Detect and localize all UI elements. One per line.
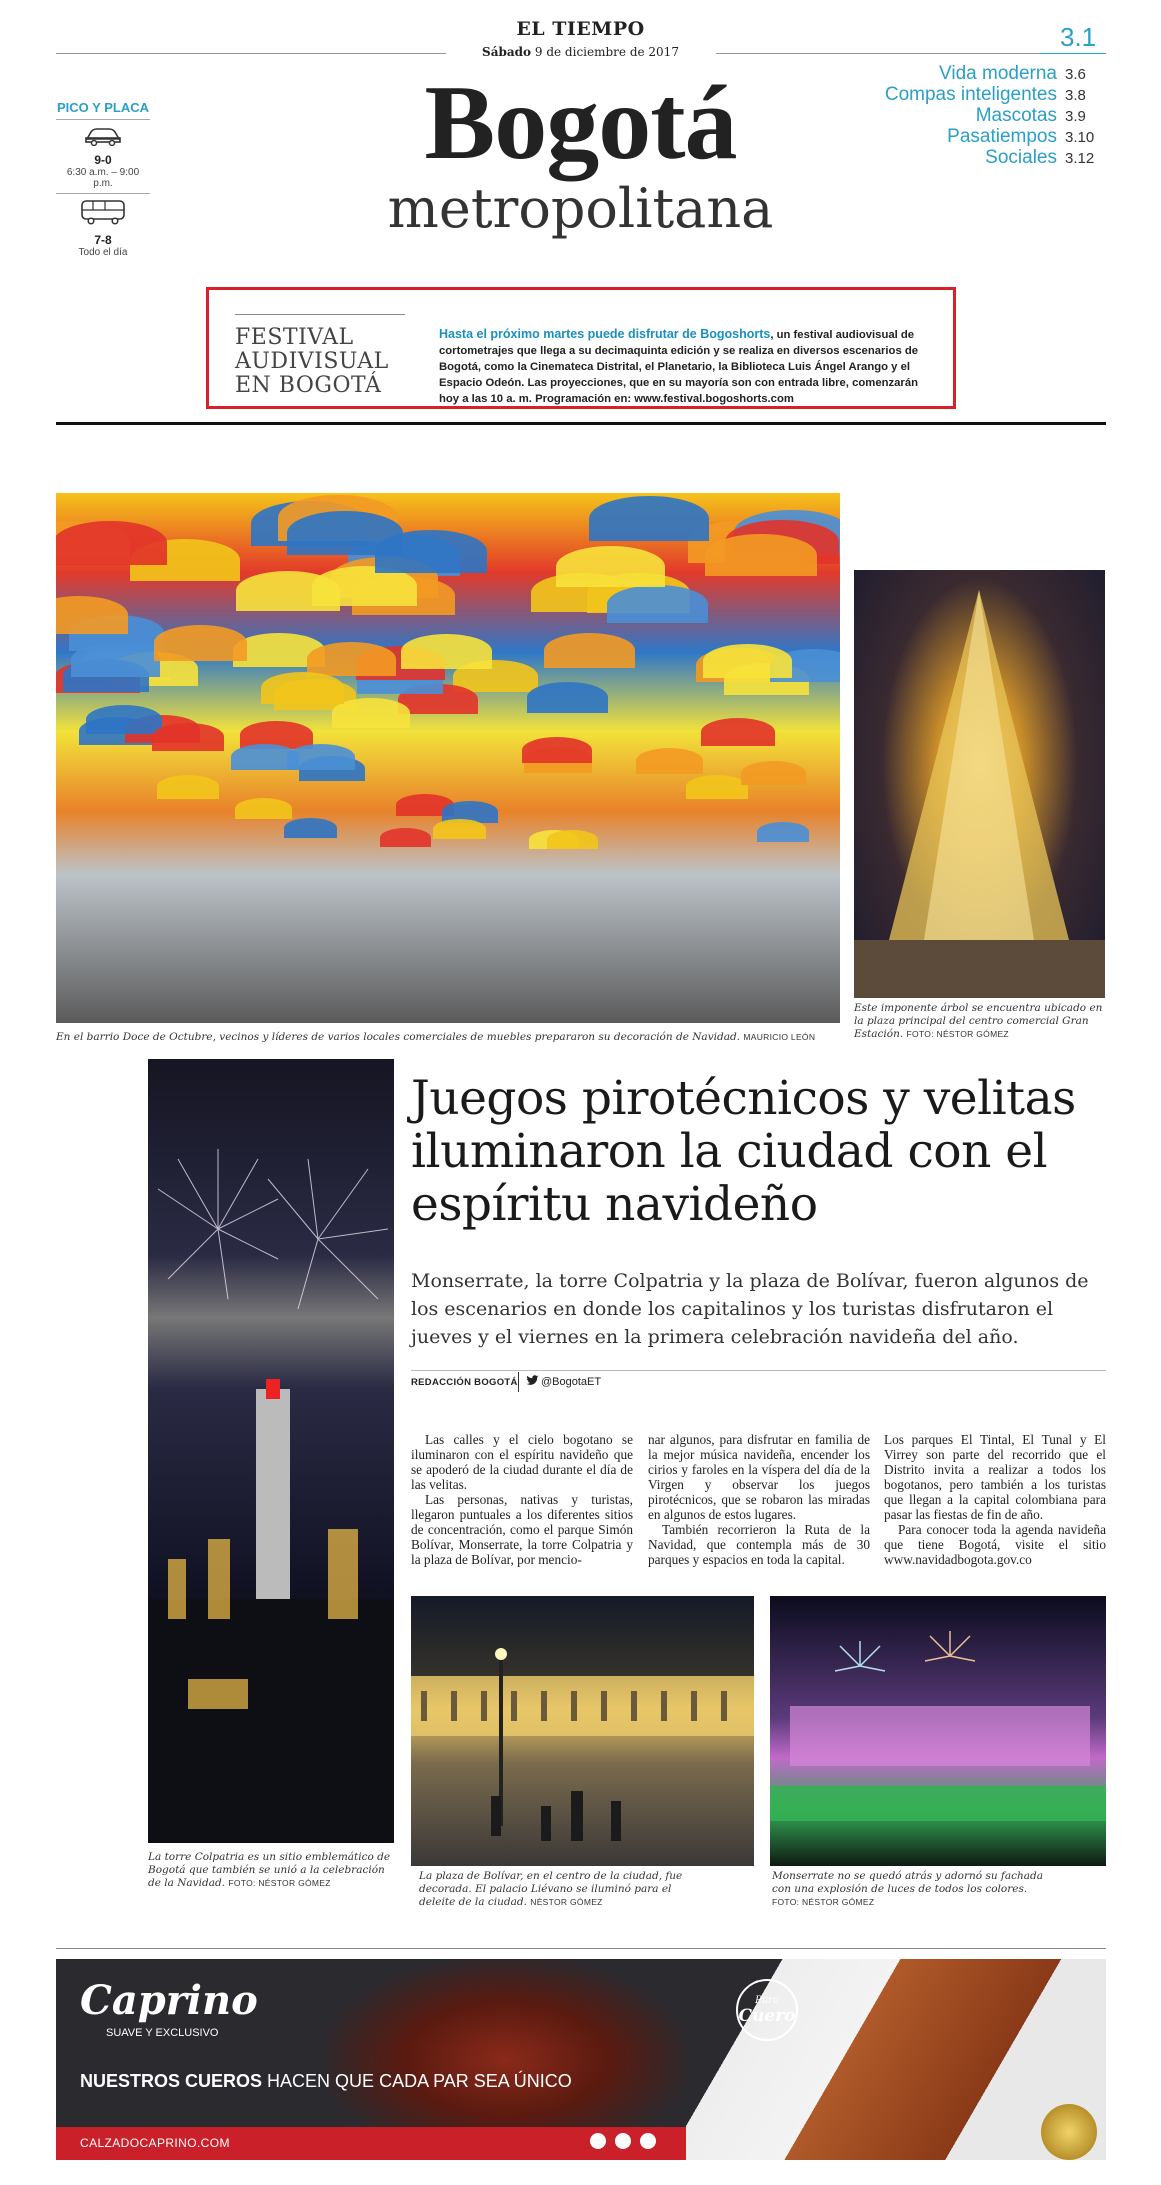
umbrella-shape [235, 798, 292, 820]
caption-tree: Este imponente árbol se encuentra ubicado en la plaza principal del centro comercial Gran Estación. FOTO: NÉSTOR GÓMEZ [854, 1002, 1103, 1040]
umbrella-shape [757, 822, 809, 842]
umbrella-shape [236, 571, 340, 610]
umbrella-shape [527, 682, 608, 713]
date-day: Sábado [482, 45, 532, 59]
umbrella-shape [589, 496, 708, 541]
umbrella-shape [157, 775, 219, 799]
newspaper-name: EL TIEMPO [516, 18, 645, 40]
instagram-icon[interactable] [615, 2133, 631, 2149]
umbrella-shape [307, 642, 396, 676]
ad-separator-rule [56, 1948, 1106, 1949]
caption-fireworks: La torre Colpatria es un sitio emblemático de Bogotá que también se unió a la celebración de la Navidad. FOTO: NÉSTOR GÓMEZ [148, 1851, 391, 1889]
article-column-2: nar algunos, para disfrutar en familia de la mejor música navideña, encender los cirios y faroles en la víspera del día de la Virgen y observar los juegos pirotécnicos, que se robaron las miradas en algunos de estos lugares. También recorrieron la Ruta de la Navidad, que contempla más de 30 parques y espacios en toda la capital. [648, 1432, 870, 1567]
ad-tagline: SUAVE Y EXCLUSIVO [106, 2027, 219, 2039]
index-item[interactable]: Compas inteligentes 3.8 [884, 84, 1086, 105]
main-rule [56, 422, 1106, 425]
index-item[interactable]: Mascotas 3.9 [975, 105, 1086, 126]
umbrella-shape [71, 643, 160, 677]
article-byline: REDACCIÓN BOGOTÁ [411, 1377, 518, 1388]
ad-social-icons [586, 2133, 656, 2153]
page-number-rule [1040, 53, 1106, 54]
caption-plaza: La plaza de Bolívar, en el centro de la ciudad, fue decorada. El palacio Liévano se iluminó para el deleite de la ciudad. NÉSTOR GÓMEZ [419, 1870, 683, 1908]
section-subtitle: metropolitana [387, 177, 774, 240]
umbrella-shape [544, 633, 635, 668]
umbrella-shape [261, 672, 344, 704]
umbrella-shape [401, 634, 492, 669]
article-column-1: Las calles y el cielo bogotano se iluminaron con el espíritu navideño que se apoderó de la ciudad durante el día de las velitas. Las personas, nativas y turistas, llegaron puntuales a los diferentes sitios de concentración, como el parque Simón Bolívar, Monserrate, la torre Colpatria y la plaza de Bolívar, por mencio- [411, 1432, 633, 1567]
issue-date [0, 45, 1161, 59]
car-icon [83, 124, 123, 146]
article-headline: Juegos pirotécnicos y velitas iluminaron la ciudad con el espíritu navideño [411, 1071, 1076, 1232]
photo-fireworks-colpatria [148, 1059, 394, 1843]
umbrella-shape [547, 830, 598, 849]
byline-rule [411, 1370, 1106, 1371]
umbrella-shape [522, 737, 592, 764]
umbrella-shape [56, 596, 128, 634]
umbrella-shape [152, 723, 225, 751]
festival-name: FESTIVAL AUDIVISUAL EN BOGOTÁ [235, 325, 389, 398]
umbrella-shape [284, 818, 337, 838]
photo-palacio-lievano [770, 1596, 1106, 1866]
festival-box [206, 287, 956, 409]
ad-brand-medallion [1041, 2104, 1097, 2160]
section-title: Bogotá [424, 64, 737, 181]
ad-brand-logo: Caprino [80, 1977, 258, 2024]
photo-plaza-bolivar [411, 1596, 754, 1866]
caption-palace: Monserrate no se quedó atrás y adornó su fachada con una explosión de luces de todos los colores. FOTO: NÉSTOR GÓMEZ [772, 1870, 1043, 1907]
photo-umbrellas [56, 493, 840, 1023]
ad-slogan: NUESTROS CUEROS HACEN QUE CADA PAR SEA ÚNICO [80, 2071, 572, 2091]
bus-icon [79, 198, 127, 226]
umbrella-shape [86, 705, 162, 734]
twitter-icon [526, 1375, 539, 1386]
umbrella-shape [433, 819, 486, 839]
caption-umbrellas: En el barrio Doce de Octubre, vecinos y líderes de varios locales comerciales de muebles prepararon su decoración de Navidad. MAURICIO LEÓN [56, 1031, 816, 1043]
umbrella-shape [56, 521, 167, 564]
bus-plates: 7-8 [94, 233, 112, 247]
facebook-icon[interactable] [590, 2133, 606, 2149]
tree-shape [854, 570, 1105, 998]
umbrella-shape [154, 625, 247, 660]
umbrella-shape [636, 748, 703, 774]
fireworks-shape [148, 1059, 394, 1843]
festival-rule [235, 314, 405, 315]
umbrella-shape [380, 828, 431, 847]
twitter-handle[interactable]: @BogotaET [526, 1375, 601, 1388]
palace-shape [770, 1596, 1106, 1866]
pico-heading: PICO Y PLACA [57, 100, 149, 115]
bus-hours: Todo el día [78, 247, 128, 258]
ad-shoe-image [326, 1959, 686, 2127]
pico-y-placa [56, 100, 150, 258]
byline-separator [518, 1372, 519, 1392]
festival-text [439, 326, 929, 407]
umbrella-shape [287, 744, 355, 770]
article-lead: Monserrate, la torre Colpatria y la plaza de Bolívar, fueron algunos de los escenarios en donde los capitalinos y los turistas disfrutaron el jueves y el viernes en la primera celebración navideña del año. [411, 1270, 1089, 1348]
car-plates: 9-0 [94, 153, 112, 167]
page-number: 3.1 [1060, 22, 1097, 52]
ad-url-link[interactable]: CALZADOCAPRINO.COM [80, 2136, 230, 2150]
photo-christmas-tree [854, 570, 1105, 998]
date-text: 9 de diciembre de 2017 [534, 45, 679, 59]
umbrella-shape [705, 534, 817, 576]
index-item[interactable]: Vida moderna 3.6 [939, 63, 1086, 84]
puro-cuero-badge: Puro Cuero [736, 1979, 798, 2041]
car-hours: 6:30 a.m. – 9:00 p.m. [66, 167, 140, 189]
umbrella-shape [703, 644, 792, 678]
umbrella-shape [701, 718, 775, 746]
index-item[interactable]: Sociales 3.12 [985, 147, 1095, 168]
umbrella-shape [741, 761, 806, 786]
festival-body: , un festival audiovisual de cortometrajes que llega a su decimaquinta edición y se realiza en diversos escenarios de Bogotá, como la Cinemateca Distrital, el Planetario, la Biblioteca Luis Ángel Arango y el Espacio Odeón. Las proyecciones, que en su mayoría son con entrada libre, comenzarán hoy a las 10 a. m. Programación en: www.festival.bogoshorts.com [439, 329, 919, 405]
advertisement-caprino[interactable] [56, 1959, 1106, 2160]
section-index [885, 64, 1101, 169]
pinterest-icon[interactable] [640, 2133, 656, 2149]
festival-highlight: Hasta el próximo martes puede disfrutar de Bogoshorts [439, 327, 771, 341]
umbrella-shape [556, 546, 665, 587]
article-column-3: Los parques El Tintal, El Tunal y El Virrey son parte del recorrido que el Distrito invita a realizar a todos los bogotanos, pero también a los turistas que llegan a la capital colombiana para pasar las fiestas de fin de año. Para conocer toda la agenda navideña que tiene Bogotá, visite el sitio www.navidadbogota.gov.co [884, 1432, 1106, 1567]
plaza-shape [411, 1596, 754, 1866]
umbrella-shape [686, 775, 748, 799]
umbrella-shape [287, 511, 403, 555]
index-item[interactable]: Pasatiempos 3.10 [947, 126, 1095, 147]
umbrella-shape [607, 585, 708, 623]
